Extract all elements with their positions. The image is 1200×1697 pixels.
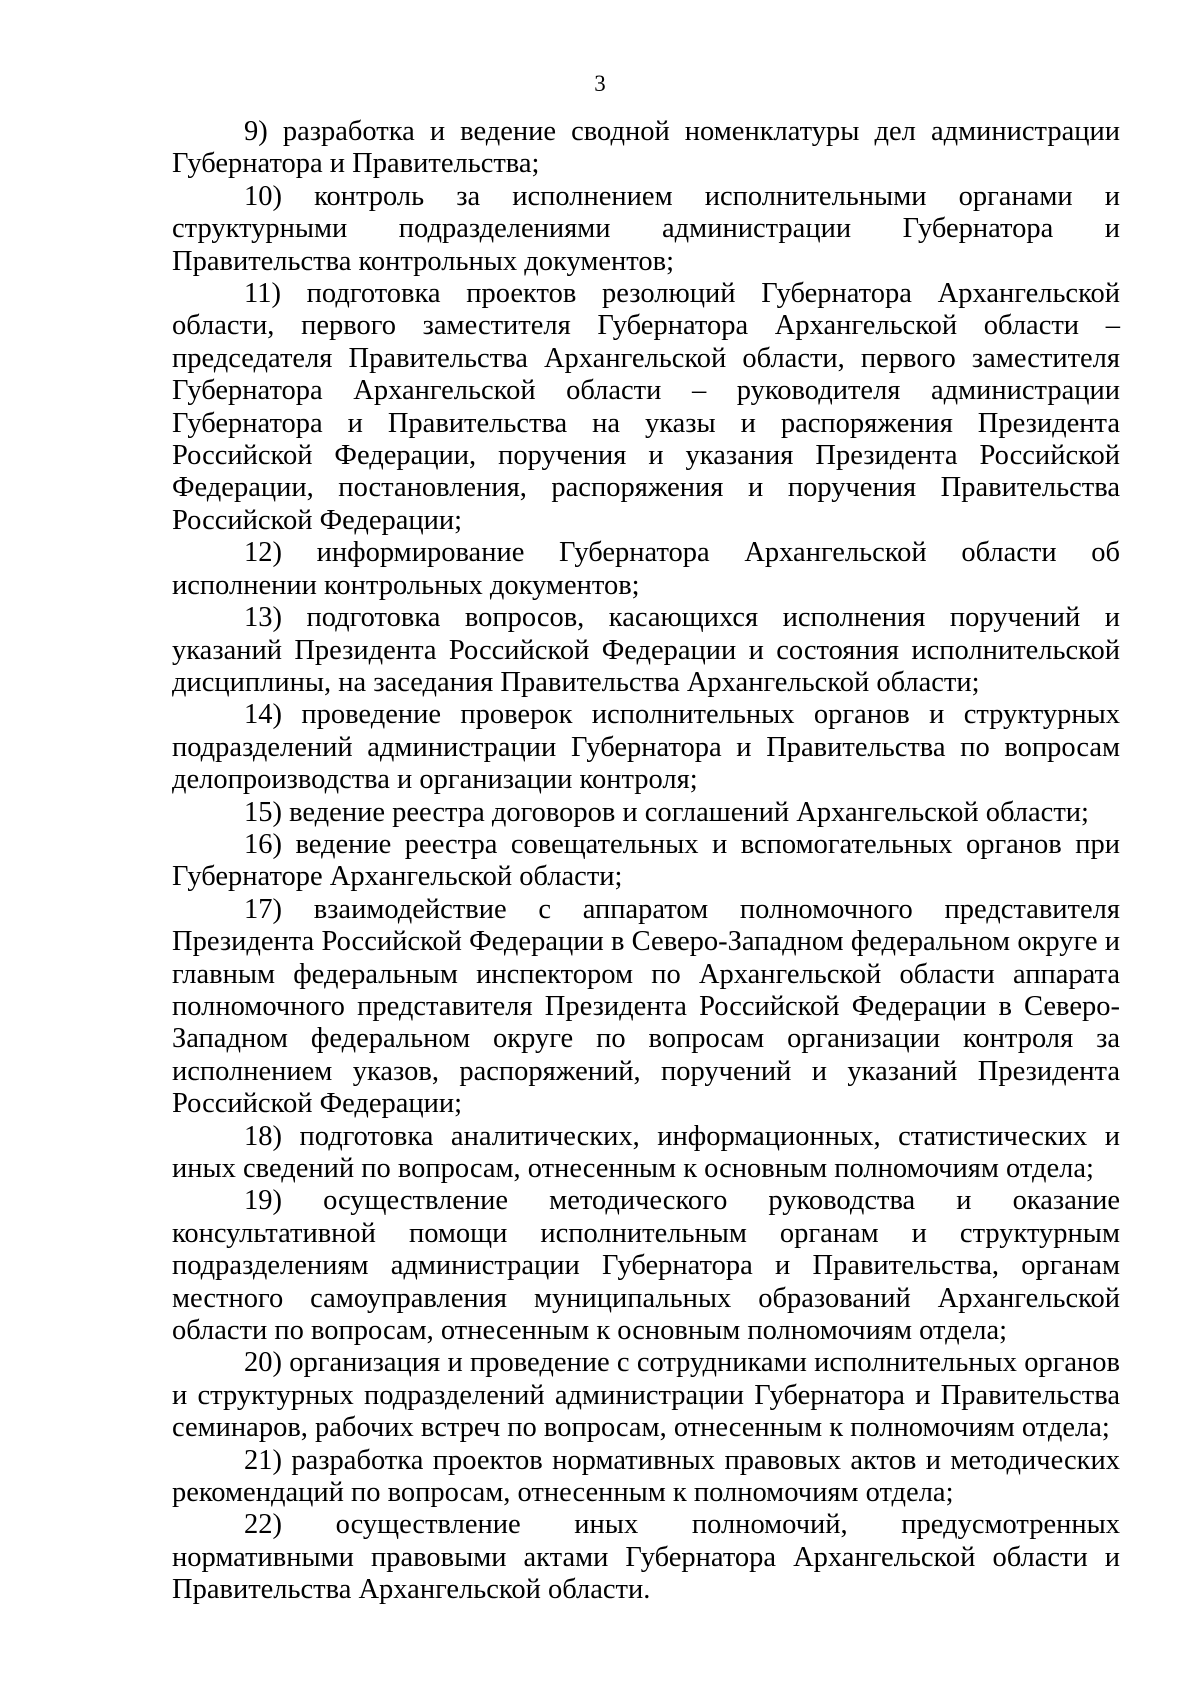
list-item-19: 19) осуществление методического руководства и оказание консультативной помощи исполнительным органам и структурным подразделениям администрации Губернатора и Правительства, органам местного самоуправления муниципальных образований Архангельской области по вопросам, отнесенным к основным полномочиям отдела; — [172, 1185, 1120, 1347]
list-item-10: 10) контроль за исполнением исполнительными органами и структурными подразделениями администрации Губернатора и Правительства контрольных документов; — [172, 180, 1120, 277]
list-item-16: 16) ведение реестра совещательных и вспомогательных органов при Губернаторе Архангельской области; — [172, 828, 1120, 893]
list-item-9: 9) разработка и ведение сводной номенклатуры дел администрации Губернатора и Правительства; — [172, 116, 1120, 180]
list-item-17: 17) взаимодействие с аппаратом полномочного представителя Президента Российской Федерации в Северо-Западном федеральном округе и главным федеральным инспектором по Архангельской области аппарата полномочного представителя Президента Российской Федерации в Северо-Западном федеральном округе по вопросам организации контроля за исполнением указов, распоряжений, поручений и указаний Президента Российской Федерации; — [172, 893, 1120, 1120]
list-item-18: 18) подготовка аналитических, информационных, статистических и иных сведений по вопросам, отнесенным к основным полномочиям отдела; — [172, 1120, 1120, 1184]
document-body — [172, 116, 1120, 1607]
list-item-21: 21) разработка проектов нормативных правовых актов и методических рекомендаций по вопросам, отнесенным к полномочиям отдела; — [172, 1444, 1120, 1509]
list-item-14: 14) проведение проверок исполнительных органов и структурных подразделений администрации Губернатора и Правительства по вопросам делопроизводства и организации контроля; — [172, 699, 1120, 796]
page-number: 3 — [594, 71, 606, 96]
list-item-13: 13) подготовка вопросов, касающихся исполнения поручений и указаний Президента Российской Федерации и состояния исполнительской дисциплины, на заседания Правительства Архангельской области; — [172, 602, 1120, 698]
list-item-11: 11) подготовка проектов резолюций Губернатора Архангельской области, первого заместителя Губернатора Архангельской области – председателя Правительства Архангельской области, первого заместителя Губернатора Архангельской области – руководителя администрации Губернатора и Правительства на указы и распоряжения Президента Российской Федерации, поручения и указания Президента Российской Федерации, постановления, распоряжения и поручения Правительства Российской Федерации; — [172, 278, 1120, 536]
list-item-20: 20) организация и проведение с сотрудниками исполнительных органов и структурных подразделений администрации Губернатора и Правительства семинаров, рабочих встреч по вопросам, отнесенным к полномочиям отдела; — [172, 1347, 1120, 1444]
list-item-15: 15) ведение реестра договоров и соглашений Архангельской области; — [244, 796, 1089, 828]
list-item-22: 22) осуществление иных полномочий, предусмотренных нормативными правовыми актами Губернатора Архангельской области и Правительства Архангельской области. — [172, 1509, 1120, 1606]
list-item-12: 12) информирование Губернатора Архангельской области об исполнении контрольных документов; — [172, 537, 1120, 601]
